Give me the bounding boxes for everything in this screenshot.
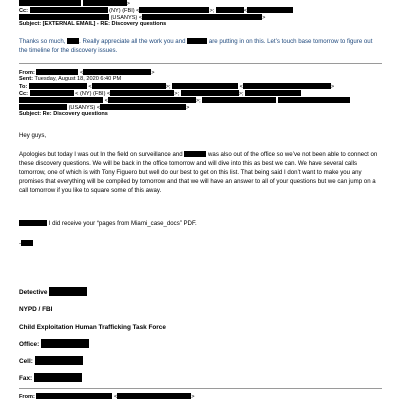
header-bracket: > [330,84,335,90]
subject-value: [EXTERNAL EMAIL] - RE: Discovery questions [42,21,167,27]
header-bracket: > [191,394,195,400]
sent-label: Sent: [19,76,33,82]
signature-title-line [19,287,381,297]
reply-paragraph-2 [19,219,381,228]
signoff-dash: - [19,240,22,247]
redaction [243,83,331,89]
cell-label: Cell: [19,358,33,365]
first-message-body [19,37,381,55]
reply-signoff [19,239,381,248]
redaction [30,7,108,13]
redaction [117,393,191,399]
redaction [142,14,262,20]
header-bracket: >; [165,84,171,90]
redaction [202,97,276,103]
header-bracket: < [75,91,79,97]
cc-label: Cc: [19,8,29,14]
redaction [35,356,83,365]
subject-label: Subject: [19,111,42,117]
redaction [29,83,87,89]
redaction [110,90,174,96]
header-bracket: >; [174,91,180,97]
reply-paragraph-2-text: I did receive your “pages from Miami_case_docs” PDF. [48,220,197,227]
office-label: Office: [19,341,40,348]
redaction [19,220,47,226]
header-bracket: >; [209,8,215,14]
redaction [19,104,67,110]
cc-org-usanys: (USANYS) < [68,105,101,111]
header-bracket: > [151,70,155,76]
reply-paragraph-1-start: Apologies but today I was out In the field on surveillance and [19,151,183,158]
header-separator [19,63,382,64]
header-bracket: > [126,1,130,7]
redaction [49,287,87,296]
first-message-part1: Thanks so much, [19,38,66,45]
second-email-sent-line [19,76,121,83]
from-label: From: [19,394,35,400]
reply-greeting: Hey guys, [19,132,47,139]
to-label: To: [19,84,28,90]
cc-org-fbi: (NY) (FBI) < [79,91,111,97]
sent-value: Tuesday, August 18, 2020 6:40 PM [34,76,122,82]
header-separator [19,388,382,389]
first-message-part2: . Really appreciate all the work you and [79,38,186,45]
signature-office-line [19,339,381,349]
header-bracket: < [113,394,118,400]
redaction [36,393,112,399]
first-message-part3: are putting in on this. Let’s touch base tomorrow to figure out the timeline for the discovery issues. [19,38,373,55]
header-bracket: > [262,15,266,21]
second-email-subject-line [19,111,108,118]
redaction [216,7,244,13]
header-bracket: >; [238,91,244,97]
signature-cell-line [19,356,381,366]
signature-unit: Child Exploitation Human Trafficking Task Force [19,324,166,331]
redaction [34,373,82,382]
redaction [181,90,239,96]
redaction [108,97,196,103]
redaction [67,38,79,44]
cc-org-usanys: (USANYS) < [110,15,143,21]
redaction [187,38,207,44]
header-bracket: < [79,70,84,76]
redaction [19,14,109,20]
redaction [172,83,238,89]
cc-org-fbi: (NY) (FBI) < [109,8,140,14]
redaction [83,0,127,6]
header-bracket: < [88,84,92,90]
redaction [19,97,103,103]
redaction [100,104,186,110]
subject-value: Re: Discovery questions [42,111,108,117]
first-email-subject-line [19,21,166,28]
redaction [21,240,33,246]
header-bracket: < [104,98,108,104]
reply-paragraph-1-rest: was also out of the office so we’ve not been able to connect on these discovery questions. We will be back in the office tomorrow and will dive into this as best we can. We have several calls tomorrow, one of which is with Tony Figuero but well do our best to get on this list. That being said I don’t want to make you any promises that everything will be compiled by tomorrow and that we will have an answer to all of your questions but we can jump on a call tomorrow if you like to square some of this away. [19,151,378,195]
header-bracket: < [243,8,248,14]
redaction [278,97,350,103]
header-bracket: > [186,105,190,111]
header-bracket: < [239,84,243,90]
cc-label: Cc: [19,91,29,97]
signature-org: NYPD / FBI [19,306,53,313]
redaction [19,0,81,6]
redaction [41,339,89,348]
from-label: From: [19,70,35,76]
signature-fax-line [19,373,381,383]
fax-label: Fax: [19,375,33,382]
header-bracket: >; [195,98,201,104]
redaction [139,7,209,13]
redaction [92,83,166,89]
signature-title: Detective [19,289,48,296]
redaction [83,69,151,75]
redaction [184,151,206,157]
reply-paragraph-1 [19,150,381,195]
subject-label: Subject: [19,21,42,27]
redaction [247,7,293,13]
redaction [245,90,301,96]
redaction [36,69,78,75]
redaction [30,90,74,96]
